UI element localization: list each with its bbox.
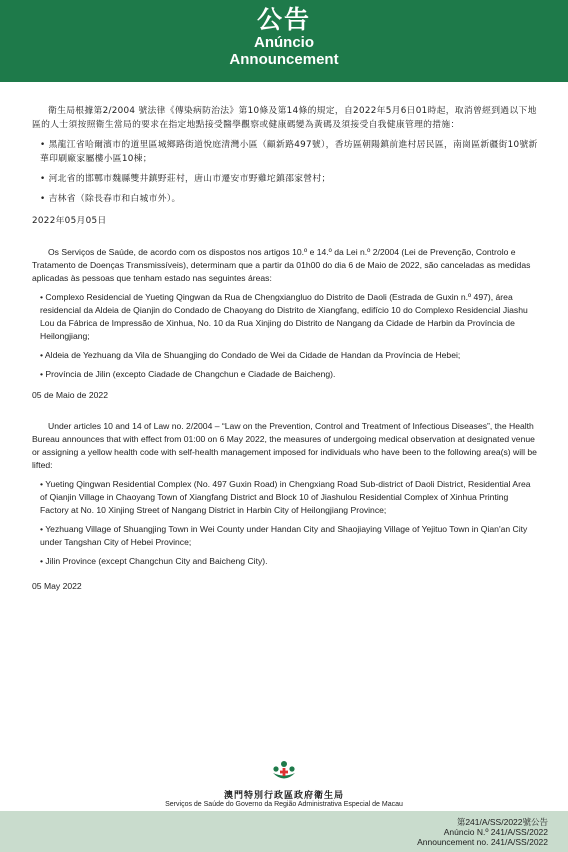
portuguese-section	[32, 246, 538, 402]
title-portuguese: Anúncio	[254, 34, 314, 51]
portuguese-bullet-3: • Província de Jilin (excepto Ciadade de Changchun e Ciadade de Baicheng).	[40, 369, 336, 379]
footer-organization	[0, 760, 568, 808]
reference-bar	[0, 811, 568, 852]
portuguese-intro: Os Serviços de Saúde, de acordo com os dispostos nos artigos 10.º e 14.º da Lei n.º 2/2004 (Lei de Prevenção, Controlo e Tratamento de Doenças Transmissíveis), determinam que a partir da 01h00 do dia 6 de Maio de 2022, são canceladas as medidas aplicadas às pessoas que tenham estado nas seguintes áreas:	[32, 247, 531, 283]
english-section	[32, 420, 538, 593]
portuguese-bullet-1: • Complexo Residencial de Yueting Qingwan da Rua de Chengxiangluo do Distrito de Daoli (Estrada de Guxin n.º 497), área residencial da Aldeia de Qianjin do Condado de Chaoyang do Distrito de Xiangfang, edifício 10 do Complexo Residencial Jiashu Lou da Fábrica de Impressão de Xinhua, No. 10 da Rua Xinjing do Distrito de Nangang da Cidade de Harbin da Província de Heilongjiang;	[40, 292, 528, 341]
chinese-bullet-3: • 吉林省（除長春市和白城市外）。	[40, 194, 181, 204]
health-bureau-logo-icon	[271, 760, 297, 786]
org-name-portuguese: Serviços de Saúde do Governo da Região Administrativa Especial de Macau	[165, 801, 403, 808]
announcement-body	[32, 104, 538, 593]
reference-english: Announcement no. 241/A/SS/2022	[417, 837, 548, 847]
announcement-reference	[417, 817, 548, 847]
portuguese-date: 05 de Maio de 2022	[32, 390, 108, 400]
chinese-date: 2022年05月05日	[32, 216, 107, 226]
org-name-chinese: 澳門特別行政區政府衛生局	[223, 791, 344, 801]
english-bullet-2: • Yezhuang Village of Shuangjing Town in Wei County under Handan City and Shaojiaying Village of Yejituo Town in Qian'an City under Tangshan City of Hebei Province;	[40, 524, 528, 547]
chinese-section	[32, 104, 538, 228]
chinese-intro: 衛生局根據第2/2004 號法律《傳染病防治法》第10條及第14條的規定，自2022年5月6日01時起，取消曾經到過以下地區的人士須按照衛生當局的要求在指定地點接受醫學觀察或健康碼變為黃碼及須接受自我健康管理的措施：	[32, 106, 537, 130]
chinese-bullet-2: • 河北省的邯鄲市魏縣雙井鎮野莊村，唐山市遷安市野雞坨鎮邵家營村；	[40, 174, 331, 184]
reference-chinese: 第241/A/SS/2022號公告	[456, 817, 548, 827]
reference-portuguese: Anúncio N.º 241/A/SS/2022	[443, 827, 548, 837]
title-english: Announcement	[229, 51, 339, 68]
portuguese-bullet-2: • Aldeia de Yezhuang da Vila de Shuangjing do Condado de Wei da Cidade de Handan da Província de Hebei;	[40, 350, 461, 360]
english-bullet-1: • Yueting Qingwan Residential Complex (No. 497 Guxin Road) in Chengxiang Road Sub-district of Daoli District, Residential Area of Qianjin Village in Chaoyang Town of Xiangfang District and Block 10 of Jiashulou Residential Complex of Xinhua Printing Factory at No. 10 Xinjing Street of Nangang District in Harbin City of Heilongjiang Province;	[40, 479, 531, 515]
english-intro: Under articles 10 and 14 of Law no. 2/2004 – “Law on the Prevention, Control and Treatment of Infectious Diseases”, the Health Bureau announces that with effect from 01:00 on 6 May 2022, the measures of undergoing medical observation at designated venue or assigning a yellow health code with self-health management imposed for individuals who have been to the following area(s) will be lifted:	[32, 421, 537, 470]
english-bullet-3: • Jilin Province (except Changchun City and Baicheng City).	[40, 556, 268, 566]
title-chinese: 公告	[256, 5, 311, 34]
english-date: 05 May 2022	[32, 581, 82, 591]
announcement-header	[0, 0, 568, 82]
chinese-bullet-1: • 黑龍江省哈爾濱市的道里區城鄉路街道悅庭清灣小區（顧新路497號），香坊區朝陽鎮前進村居民區，南崗區新疆街10號新華印刷廠家屬樓小區10棟；	[40, 140, 538, 164]
